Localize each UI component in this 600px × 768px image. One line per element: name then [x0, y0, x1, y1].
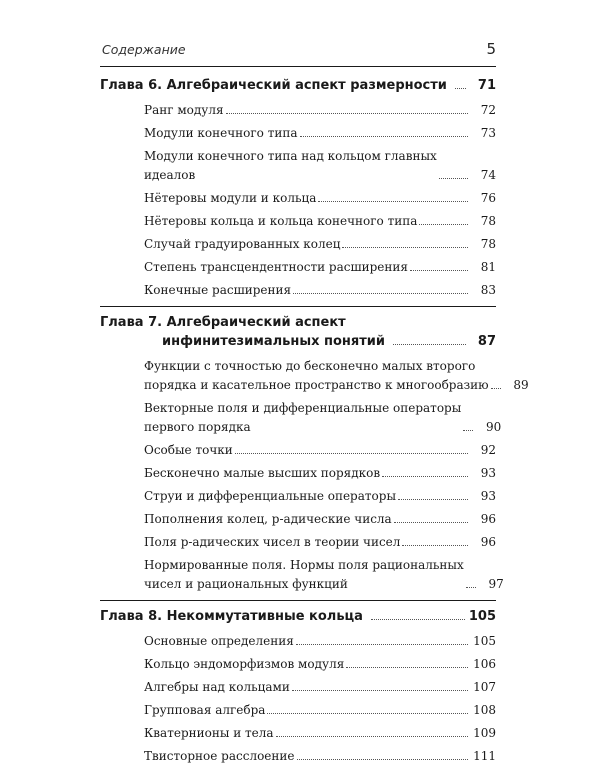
dot-leader	[410, 270, 468, 271]
dot-leader	[419, 224, 468, 225]
entry-page-number: 81	[480, 260, 496, 274]
dot-leader	[466, 587, 476, 588]
dot-leader	[393, 344, 466, 345]
entry-title-line: Особые точки	[144, 443, 233, 457]
entry-title	[144, 533, 400, 552]
toc-entry[interactable]	[100, 355, 529, 397]
entry-title-line: Поля p-адических чисел в теории чисел	[144, 535, 401, 549]
entry-page-number: 72	[480, 103, 496, 117]
chapter-title-line: Глава 6. Алгебраический аспект размерности	[100, 78, 447, 93]
entry-title	[144, 487, 396, 506]
chapter-title-line: Глава 7. Алгебраический аспект	[100, 315, 346, 330]
entry-title	[144, 655, 344, 674]
table-of-contents	[100, 73, 529, 768]
entry-title-line: Нётеровы модули и кольца	[144, 191, 317, 205]
entry-page-number: 92	[480, 443, 496, 457]
dot-leader	[394, 522, 468, 523]
dot-leader	[463, 430, 473, 431]
dot-leader	[293, 293, 468, 294]
toc-entry[interactable]	[100, 745, 496, 768]
dot-leader	[267, 713, 468, 714]
entry-title-line: Конечные расширения	[144, 283, 292, 297]
chapter-heading[interactable]	[100, 604, 496, 630]
toc-entry[interactable]	[100, 279, 496, 302]
entry-title	[144, 632, 294, 651]
toc-entry[interactable]	[100, 699, 496, 722]
chapter-page-number: 87	[477, 334, 496, 349]
entry-page-number: 108	[473, 703, 496, 717]
toc-entry[interactable]	[100, 210, 496, 233]
entry-title-line: Степень трансцендентности расширения	[144, 260, 408, 274]
entry-title	[144, 189, 316, 208]
toc-chapter	[100, 73, 496, 302]
toc-entry[interactable]	[100, 485, 496, 508]
entry-title	[144, 724, 274, 743]
entry-title-line: первого порядка	[144, 420, 251, 434]
dot-leader	[455, 88, 466, 89]
chapter-page-number: 105	[468, 609, 496, 624]
toc-entry[interactable]	[100, 145, 496, 187]
dot-leader	[342, 247, 468, 248]
entry-title-line: Струи и дифференциальные операторы	[144, 489, 396, 503]
entry-page-number: 83	[480, 283, 496, 297]
entry-title-line: Ранг модуля	[144, 103, 224, 117]
entry-page-number: 106	[473, 657, 496, 671]
entry-page-number: 109	[473, 726, 496, 740]
dot-leader	[292, 690, 468, 691]
entry-title	[144, 464, 380, 483]
entry-page-number: 93	[480, 466, 496, 480]
entry-title-line: идеалов	[144, 168, 196, 182]
entry-title	[144, 147, 437, 185]
dot-leader	[296, 644, 468, 645]
entry-title-line: Векторные поля и дифференциальные операторы	[144, 401, 462, 415]
toc-chapter	[100, 600, 496, 768]
entry-title-line: Нормированные поля. Нормы поля рациональных	[144, 558, 464, 572]
entry-page-number: 96	[480, 535, 496, 549]
entry-title	[144, 258, 408, 277]
entry-page-number: 78	[480, 214, 496, 228]
entry-title	[144, 235, 340, 254]
entry-page-number: 74	[480, 168, 496, 182]
toc-chapter	[100, 306, 529, 596]
chapter-title	[100, 607, 369, 626]
entry-title	[144, 701, 265, 720]
entry-title	[144, 357, 489, 395]
entry-title-line: Модули конечного типа над кольцом главных	[144, 149, 437, 163]
toc-entry[interactable]	[100, 233, 496, 256]
dot-leader	[371, 619, 465, 620]
chapter-title	[100, 313, 391, 351]
entry-title	[144, 281, 291, 300]
entry-title	[144, 399, 461, 437]
entry-title-line: Твисторное расслоение	[144, 749, 295, 763]
dot-leader	[439, 178, 468, 179]
entry-title	[144, 101, 224, 120]
chapter-title-line: Глава 8. Некоммутативные кольца	[100, 609, 363, 624]
entry-title	[144, 510, 392, 529]
dot-leader	[276, 736, 468, 737]
entry-page-number: 97	[488, 577, 504, 591]
chapter-heading[interactable]	[100, 310, 496, 355]
entry-title-line: Алгебры над кольцами	[144, 680, 290, 694]
toc-entry[interactable]	[100, 722, 496, 745]
dot-leader	[382, 476, 468, 477]
toc-entry[interactable]	[100, 187, 496, 210]
dot-leader	[235, 453, 468, 454]
entry-title	[144, 212, 417, 231]
dot-leader	[491, 388, 501, 389]
dot-leader	[346, 667, 468, 668]
toc-entry[interactable]	[100, 462, 496, 485]
running-header	[100, 40, 496, 67]
entry-title-line: Случай градуированных колец	[144, 237, 341, 251]
dot-leader	[226, 113, 468, 114]
entry-page-number: 73	[480, 126, 496, 140]
entry-page-number: 111	[473, 749, 496, 763]
toc-entry[interactable]	[100, 554, 504, 596]
entry-page-number: 107	[473, 680, 496, 694]
entry-page-number: 105	[473, 634, 496, 648]
entry-title-line: Нётеровы кольца и кольца конечного типа	[144, 214, 418, 228]
page-number: 5	[486, 40, 496, 58]
chapter-title	[100, 76, 453, 95]
entry-title-line: чисел и рациональных функций	[144, 577, 348, 591]
entry-title-line: Основные определения	[144, 634, 294, 648]
entry-title-line: Функции с точностью до бесконечно малых второго	[144, 359, 476, 373]
toc-page	[100, 40, 529, 768]
dot-leader	[398, 499, 468, 500]
entry-page-number: 89	[513, 378, 529, 392]
entry-title-line: Бесконечно малые высших порядков	[144, 466, 381, 480]
entry-title-line: порядка и касательное пространство к многообразию	[144, 378, 489, 392]
entry-title-line: Кольцо эндоморфизмов модуля	[144, 657, 345, 671]
toc-entry[interactable]	[100, 508, 496, 531]
toc-entry[interactable]	[100, 122, 496, 145]
entry-title-line: Кватернионы и тела	[144, 726, 274, 740]
chapter-page-number: 71	[477, 78, 496, 93]
entry-title	[144, 556, 464, 594]
entry-page-number: 78	[480, 237, 496, 251]
toc-entry[interactable]	[100, 630, 496, 653]
entry-title-line: Групповая алгебра	[144, 703, 266, 717]
running-header-title: Содержание	[102, 42, 186, 57]
toc-entry[interactable]	[100, 676, 496, 699]
chapter-heading[interactable]	[100, 73, 496, 99]
entry-page-number: 76	[480, 191, 496, 205]
entry-title-line: Пополнения колец, p-адические числа	[144, 512, 392, 526]
entry-page-number: 93	[480, 489, 496, 503]
entry-title-line: Модули конечного типа	[144, 126, 298, 140]
chapter-title-line: инфинитезимальных понятий	[162, 334, 385, 349]
dot-leader	[297, 759, 469, 760]
entry-page-number: 96	[480, 512, 496, 526]
entry-title	[144, 441, 233, 460]
toc-entry[interactable]	[100, 439, 496, 462]
entry-title	[144, 124, 298, 143]
toc-entry[interactable]	[100, 397, 502, 439]
dot-leader	[300, 136, 469, 137]
entry-page-number: 90	[486, 420, 502, 434]
entry-title	[144, 678, 290, 697]
toc-entry[interactable]	[100, 653, 496, 676]
toc-entry[interactable]	[100, 531, 496, 554]
dot-leader	[318, 201, 468, 202]
toc-entry[interactable]	[100, 256, 496, 279]
dot-leader	[402, 545, 468, 546]
toc-entry[interactable]	[100, 99, 496, 122]
